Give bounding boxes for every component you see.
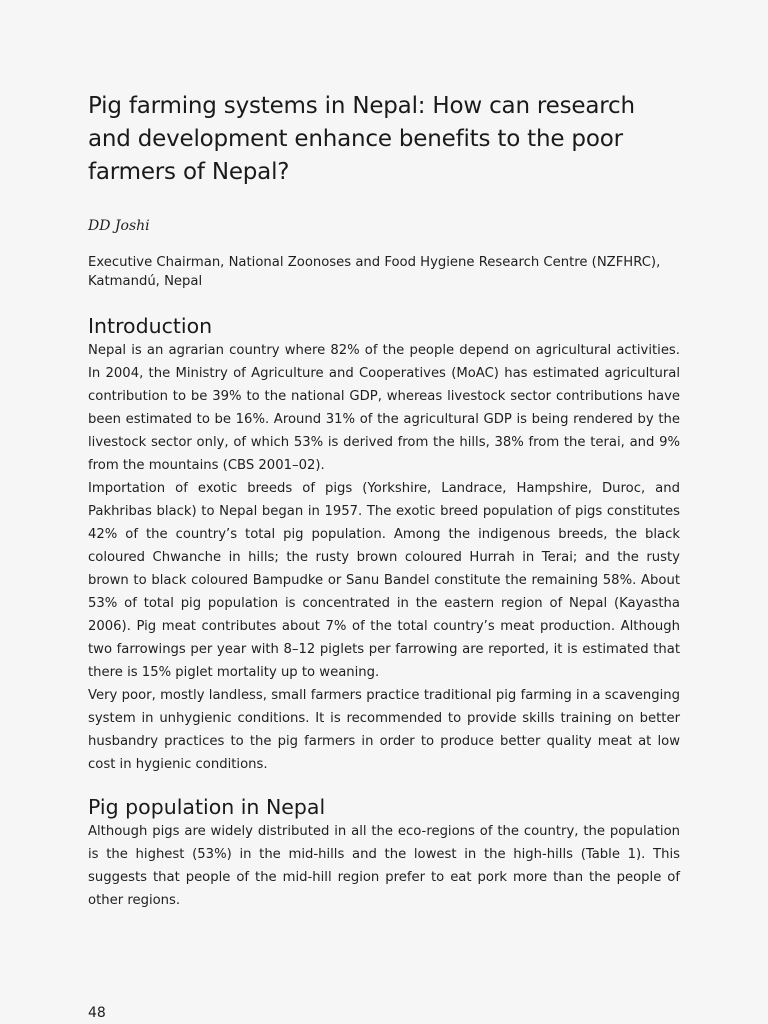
section-heading-pig-population: Pig population in Nepal (88, 795, 326, 819)
author-affiliation: Executive Chairman, National Zoonoses and Food Hygiene Research Centre (NZFHRC), Katmandú, Nepal (88, 255, 661, 289)
author-name: DD Joshi (88, 218, 150, 234)
introduction-paragraph: Importation of exotic breeds of pigs (Yorkshire, Landrace, Hampshire, Duroc, and Pakhribas black) to Nepal began in 1957. The exotic breed population of pigs constitutes 42% of the country’s total pig population. Among the indigenous breeds, the black coloured Chwanche in hills; the rusty brown coloured Hurrah in Terai; and the rusty brown to black coloured Bampudke or Sanu Bandel constitute the remaining 58%. About 53% of total pig population is concentrated in the eastern region of Nepal (Kayastha 2006). Pig meat contributes about 7% of the total country’s meat production. Although two farrowings per year with 8–12 piglets per farrowing are reported, it is estimated that there is 15% piglet mortality up to weaning. (88, 481, 680, 680)
page-number: 48 (88, 1005, 106, 1021)
pig-population-paragraph: Although pigs are widely distributed in all the eco-regions of the country, the population is the highest (53%) in the mid-hills and the lowest in the high-hills (Table 1). This suggests that people of the mid-hill region prefer to eat pork more than the people of other regions. (88, 824, 680, 908)
section-heading-introduction: Introduction (88, 314, 213, 338)
paper-title: Pig farming systems in Nepal: How can research and development enhance benefits to the poor farmers of Nepal? (88, 93, 635, 185)
introduction-paragraph: Nepal is an agrarian country where 82% of the people depend on agricultural activities. In 2004, the Ministry of Agriculture and Cooperatives (MoAC) has estimated agricultural contribution to be 39% to the national GDP, whereas livestock sector contributions have been estimated to be 16%. Around 31% of the agricultural GDP is being rendered by the livestock sector only, of which 53% is derived from the hills, 38% from the terai, and 9% from the mountains (CBS 2001–02). (88, 343, 680, 473)
introduction-paragraph: Very poor, mostly landless, small farmers practice traditional pig farming in a scavenging system in unhygienic conditions. It is recommended to provide skills training on better husbandry practices to the pig farmers in order to produce better quality meat at low cost in hygienic conditions. (88, 688, 680, 772)
page-content (88, 90, 680, 912)
